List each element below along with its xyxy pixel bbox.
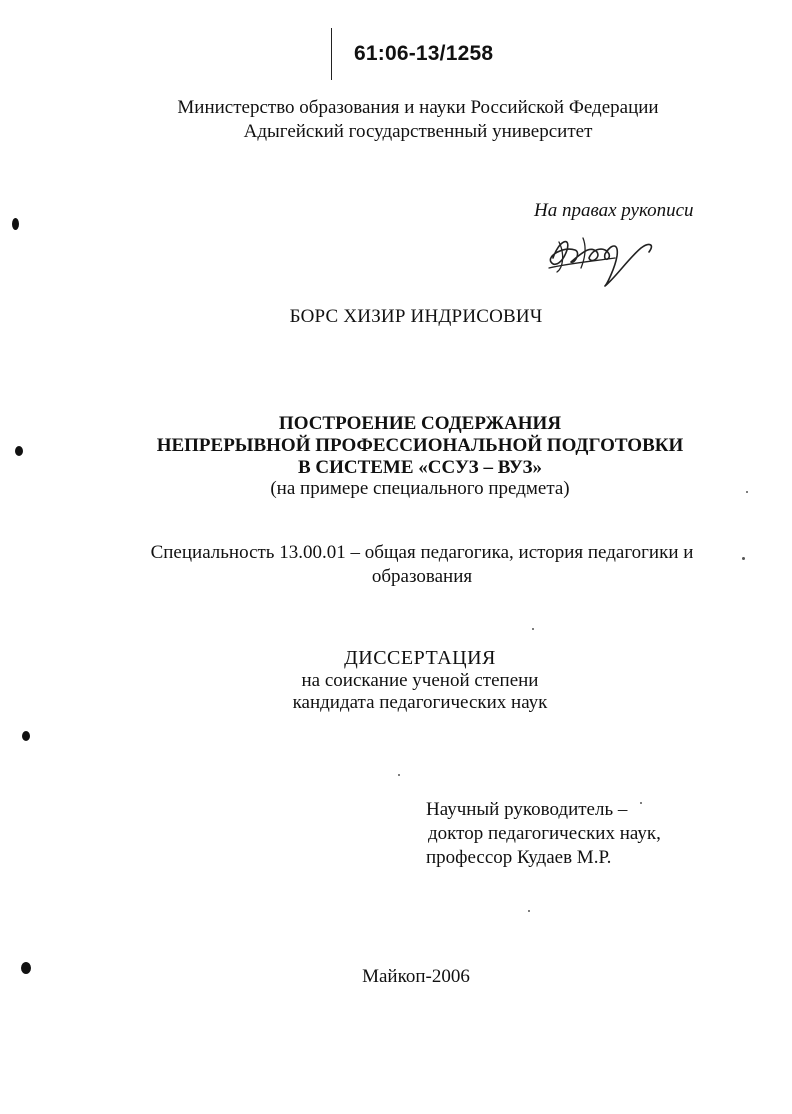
signature [545,228,660,290]
supervisor-block [426,798,661,870]
specialty-block [26,541,792,589]
supervisor-name: профессор Кудаев М.Р. [426,847,612,868]
binding-mark [22,731,30,741]
scan-speck [640,802,642,804]
archive-code: 61:06-13/1258 [354,42,494,65]
binding-mark [15,446,23,456]
binding-mark [21,962,31,974]
scan-speck [398,774,400,776]
supervisor-label: Научный руководитель – [426,799,628,820]
specialty-line-2: образования [371,566,473,587]
archive-stamp-line [331,28,332,80]
title-subtitle: (на примере специального предмета) [270,478,570,499]
dissertation-heading: ДИССЕРТАЦИЯ [344,647,496,669]
university-name: Адыгейский государственный университет [243,121,593,142]
binding-mark [12,218,19,230]
scan-speck [528,910,530,912]
title-line-1: ПОСТРОЕНИЕ СОДЕРЖАНИЯ [278,413,562,434]
scan-speck [532,628,534,630]
supervisor-degree: доктор педагогических наук, [428,823,661,844]
manuscript-note: На правах рукописи [534,200,694,221]
specialty-line-1: Специальность 13.00.01 – общая педагогика, история педагогики и [150,542,694,563]
scan-speck [746,491,748,493]
title-line-2: НЕПРЕРЫВНОЙ ПРОФЕССИОНАЛЬНОЙ ПОДГОТОВКИ [156,435,684,456]
institution-block [22,96,792,144]
ministry-name: Министерство образования и науки Российской Федерации [177,97,659,118]
scan-speck [742,557,745,560]
degree-line-2: кандидата педагогических наук [292,692,548,713]
dissertation-title [24,413,792,479]
degree-line-1: на соискание ученой степени [301,670,539,691]
title-line-3: В СИСТЕМЕ «ССУЗ – ВУЗ» [297,457,543,478]
place-year: Майкоп-2006 [362,966,470,987]
author-name: БОРС ХИЗИР ИНДРИСОВИЧ [289,306,543,327]
degree-block [24,670,792,714]
